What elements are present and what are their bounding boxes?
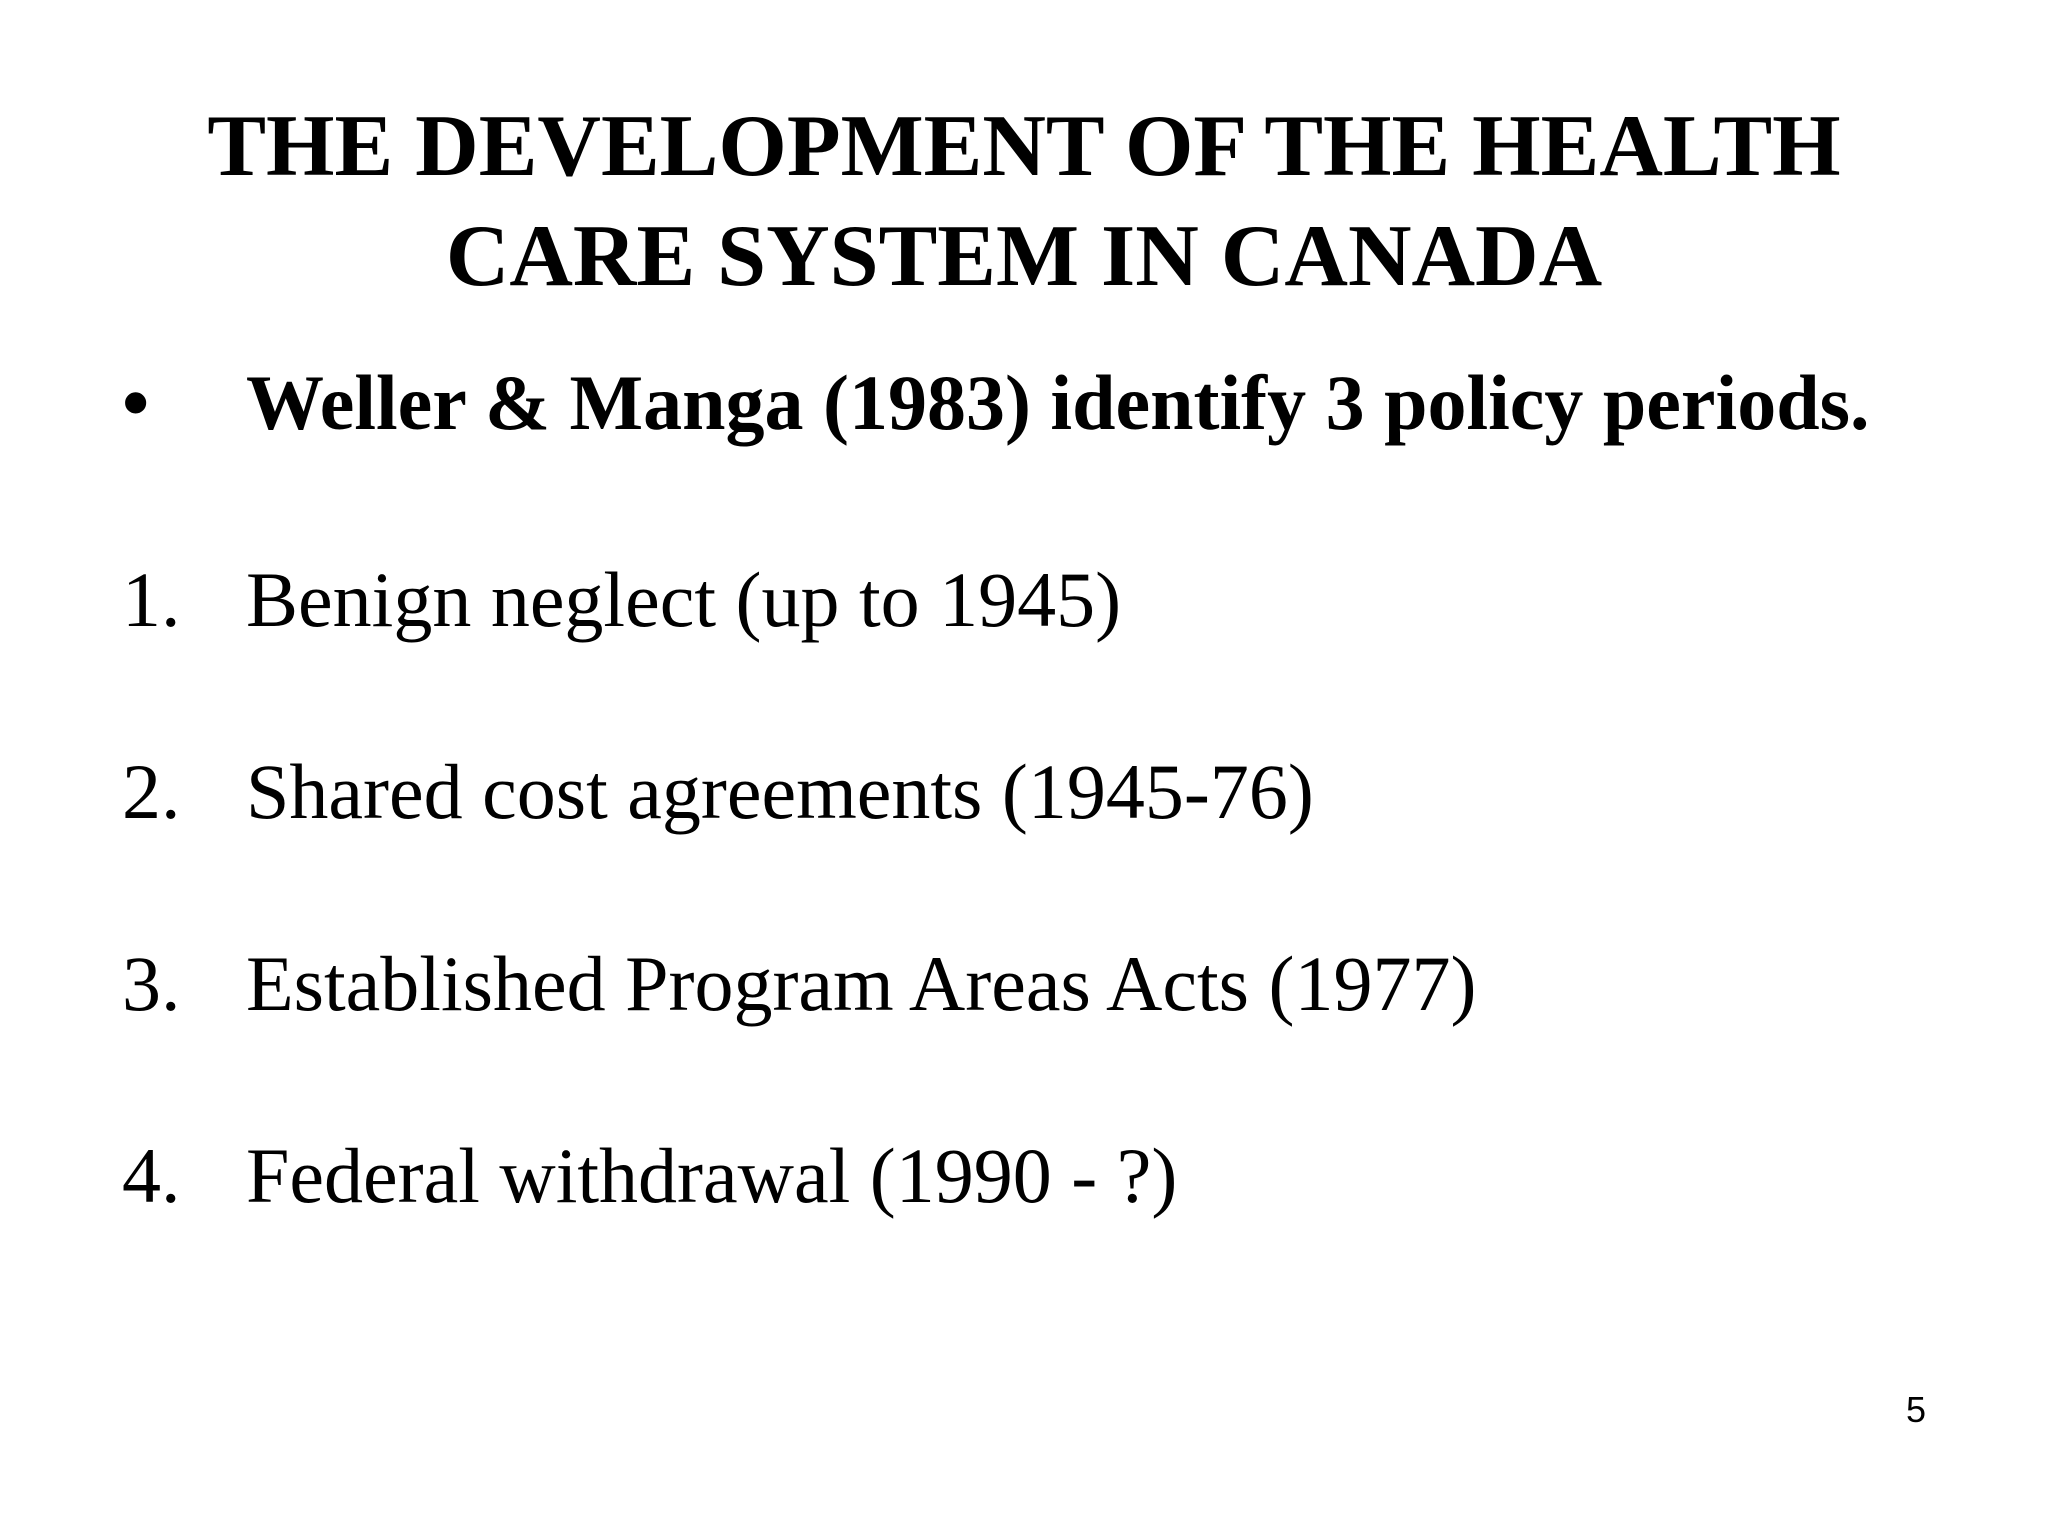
list-item-number: 3. [122, 940, 181, 1027]
bullet-point [0, 348, 2048, 458]
list-item-text: Shared cost agreements (1945-76) [246, 748, 1314, 835]
slide-title-line-2: CARE SYSTEM IN CANADA [445, 208, 1603, 305]
list-item-text: Federal withdrawal (1990 - ?) [246, 1132, 1178, 1219]
list-item-established-program-areas-acts [0, 929, 2048, 1039]
list-item-federal-withdrawal [0, 1121, 2048, 1231]
list-item-text: Benign neglect (up to 1945) [246, 556, 1122, 643]
list-item-number: 4. [122, 1132, 181, 1219]
list-item-number: 1. [122, 556, 181, 643]
page-number: 5 [1906, 1389, 1927, 1430]
list-item-text: Established Program Areas Acts (1977) [246, 940, 1477, 1027]
list-item-number: 2. [122, 748, 181, 835]
list-item-shared-cost-agreements [0, 737, 2048, 847]
slide-title [0, 92, 2048, 312]
slide-title-line-1: THE DEVELOPMENT OF THE HEALTH [207, 98, 1841, 195]
bullet-text: Weller & Manga (1983) identify 3 policy periods. [246, 359, 1870, 446]
bullet-dot-icon: • [122, 359, 150, 446]
list-item-benign-neglect [0, 545, 2048, 655]
